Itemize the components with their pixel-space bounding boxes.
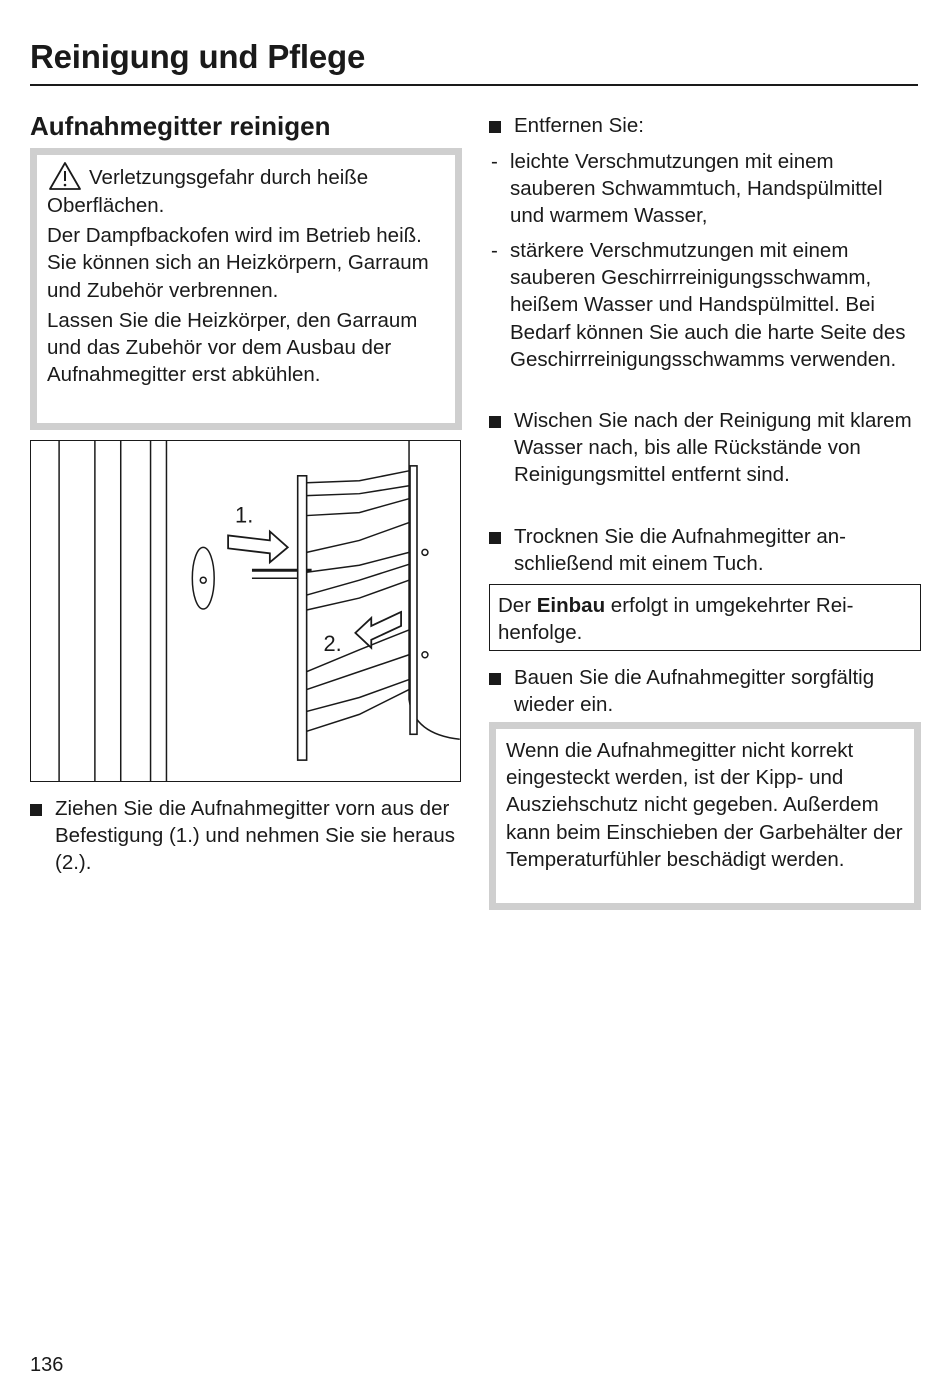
section-heading: Aufnahmegitter reinigen bbox=[30, 111, 331, 141]
step-install bbox=[489, 664, 921, 718]
bullet-square-icon bbox=[489, 532, 501, 544]
step-text: Ziehen Sie die Aufnahmegitter vorn aus der Befestigung (1.) und nehmen Sie sie heraus (2.). bbox=[55, 797, 456, 875]
page-number: 136 bbox=[30, 1354, 64, 1376]
warning-paragraph-1: Der Dampfbackofen wird im Betrieb heiß. Sie können sich an Heizkörpern, Garraum und Zubehör verbrennen. bbox=[47, 224, 429, 302]
rack-removal-illustration bbox=[30, 440, 461, 782]
step-pull-out bbox=[30, 795, 460, 877]
dash-text: leichte Verschmutzungen mit einem sauberen Schwammtuch, Handspülmittel und warmem Wasser, bbox=[510, 150, 883, 228]
rack-removal-drawing bbox=[31, 441, 460, 781]
bullet-square-icon bbox=[489, 673, 501, 685]
note-text-post: erfolgt in umgekehrter Reihenfolge. bbox=[498, 594, 854, 645]
dash-text: stärkere Verschmutzungen mit einem sauberen Geschirrreinigungsschwamm, heißem Wasser und Handspülmittel. Bei Bedarf können Sie auch die harte Seite des Geschirrreinigungsschwamms verwenden. bbox=[510, 239, 906, 371]
step-text: Wischen Sie nach der Reinigung mit klarem Wasser nach, bis alle Rückstände von Reinigungsmittel entfernt sind. bbox=[514, 409, 912, 487]
dash-marker: - bbox=[491, 150, 498, 173]
note-text-bold: Einbau bbox=[536, 594, 606, 617]
warning-headline: Verletzungsgefahr durch heiße bbox=[89, 166, 369, 189]
dash-item-heavy-soiling bbox=[491, 237, 921, 373]
page-title: Reinigung und Pflege bbox=[30, 38, 366, 75]
warning-paragraph-2: Lassen Sie die Heizkörper, den Garraum und das Zubehör vor dem Ausbau der Aufnahmegitter erst abkühlen. bbox=[47, 308, 418, 387]
step-text: Trocknen Sie die Aufnahmegitter anschließend mit einem Tuch. bbox=[514, 525, 846, 576]
step-dry bbox=[489, 523, 921, 577]
title-rule bbox=[30, 84, 918, 86]
dash-marker: - bbox=[491, 239, 498, 262]
installation-note bbox=[489, 584, 921, 651]
step-text: Bauen Sie die Aufnahmegitter sorgfältig wieder ein. bbox=[514, 666, 875, 717]
step-1-label: 1. bbox=[235, 502, 254, 528]
bullet-square-icon bbox=[30, 804, 42, 816]
step-text: Entfernen Sie: bbox=[514, 114, 644, 137]
bullet-square-icon bbox=[489, 121, 501, 133]
note-text-pre: Der bbox=[498, 594, 532, 617]
step-2-label: 2. bbox=[323, 630, 342, 656]
step-remove bbox=[489, 112, 921, 139]
info-box: Wenn die Aufnahmegitter nicht korrekt eingesteckt werden, ist der Kipp- und Ausziehschutz nicht gegeben. Außerdem kann beim Einschieben der Garbehälter der Temperaturfühler beschädigt werden. bbox=[489, 722, 921, 910]
warning-triangle-icon bbox=[47, 160, 83, 192]
warning-box bbox=[30, 148, 462, 430]
bullet-square-icon bbox=[489, 416, 501, 428]
dash-item-light-soiling bbox=[491, 148, 921, 230]
warning-headline-cont: Oberflächen. bbox=[47, 194, 165, 217]
step-wipe bbox=[489, 407, 921, 489]
